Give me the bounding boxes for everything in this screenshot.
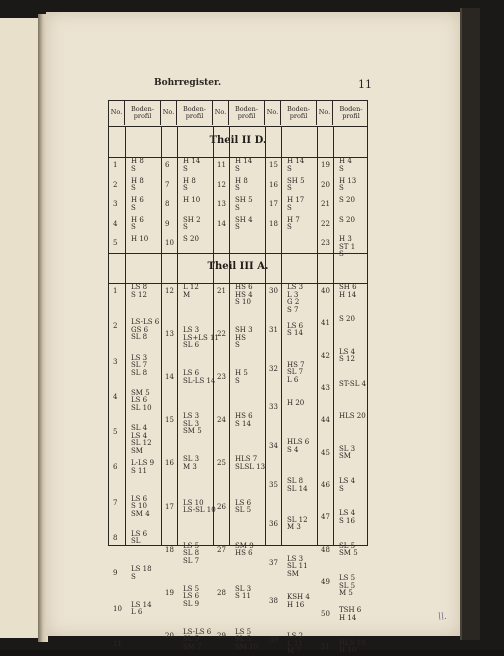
soil-profile: H 14 S	[183, 157, 201, 173]
soil-profile: LS 3 SL 7 SL 8	[131, 353, 148, 377]
boring-number: 21	[217, 287, 226, 295]
column-rule	[281, 127, 282, 545]
section-title: Theil III A.	[207, 261, 269, 272]
boring-number: 36	[269, 519, 278, 528]
soil-profile: LS 5 SL 8 SL 7	[183, 541, 200, 565]
boring-number: 16	[269, 180, 278, 189]
soil-profile: S 20	[339, 315, 355, 324]
header-profile: Boden- profil	[177, 101, 213, 125]
boring-number: 9	[113, 569, 118, 578]
soil-profile: H 20	[287, 399, 305, 408]
boring-number: 12	[165, 287, 174, 295]
column-rule	[333, 127, 334, 545]
boring-number: 16	[165, 459, 174, 468]
boring-number: 5	[113, 428, 118, 437]
boring-number: 51	[321, 642, 330, 651]
section-title: Theil II D.	[209, 135, 267, 146]
boring-number: 1	[113, 287, 118, 295]
header-profile: Boden- profil	[339, 104, 363, 120]
soil-profile: HLS 7 SLSL 13	[235, 455, 266, 471]
boring-number: 14	[217, 219, 226, 228]
soil-profile: LS-LS 6 SL 5 SM 7	[183, 627, 212, 651]
boring-number: 34	[269, 442, 278, 451]
soil-profile: H 14 S	[235, 157, 253, 173]
soil-profile: HS 7 SL 7 L 6	[287, 360, 305, 384]
bohrregister-table	[108, 100, 368, 656]
soil-profile: LS 5 LS 6 SL 9	[183, 584, 200, 608]
soil-profile: LS 6 SL-LS 14	[183, 369, 216, 385]
boring-number: 46	[321, 481, 330, 490]
boring-number: 11	[217, 161, 226, 169]
boring-number: 38	[269, 597, 278, 606]
page-number: 11	[358, 78, 372, 91]
boring-number: 18	[165, 545, 174, 554]
soil-profile: S 20	[339, 215, 355, 224]
boring-number: 17	[165, 502, 174, 511]
soil-profile: LS 6 SL	[131, 529, 148, 546]
soil-profile: LS 6 S 10 SM 4	[131, 494, 150, 518]
boring-number: 37	[269, 558, 278, 567]
column-rule	[161, 127, 162, 545]
boring-number: 23	[321, 239, 330, 247]
soil-profile: HS 6 S 14	[235, 412, 253, 428]
soil-profile: LS 5 SL 5 M 5	[339, 574, 356, 598]
boring-number: 3	[113, 200, 118, 208]
boring-number: 14	[165, 373, 174, 382]
boring-number: 10	[165, 239, 174, 247]
column-rule	[265, 127, 266, 545]
soil-profile: LS 3 SL 11 SM	[287, 554, 308, 578]
boring-number: 3	[113, 357, 118, 366]
header-no: No.	[265, 101, 281, 125]
soil-profile: SL 12 M 3	[287, 515, 308, 532]
boring-number: 7	[113, 498, 118, 507]
boring-number: 6	[113, 463, 118, 472]
soil-profile: H 4 S	[339, 157, 352, 173]
soil-profile: SL 3 SM	[339, 444, 356, 461]
boring-number: 39	[269, 636, 278, 645]
boring-number: 10	[113, 604, 122, 613]
soil-profile: H 6 S	[131, 196, 144, 212]
boring-number: 43	[321, 384, 330, 393]
soil-profile: LS 4 S 16	[339, 509, 356, 525]
soil-profile: SL 5 SM 5	[339, 541, 358, 558]
handwritten-mark: \\.	[438, 612, 447, 622]
soil-profile: H 13 S	[339, 176, 357, 192]
section-divider	[109, 253, 367, 254]
boring-number: 25	[217, 459, 226, 468]
boring-number: 28	[217, 588, 226, 597]
boring-number: 2	[113, 322, 118, 331]
soil-profile: LS 5 SL 5 SM 10	[235, 627, 259, 651]
soil-profile: HLS 10 H 10	[339, 638, 366, 655]
boring-number: 49	[321, 578, 330, 587]
boring-number: 47	[321, 513, 330, 522]
soil-profile: KSH 4 H 16	[287, 593, 310, 609]
soil-profile: H 3 ST 1 S	[339, 235, 356, 258]
boring-number: 13	[165, 330, 174, 339]
column-rule	[177, 127, 178, 545]
soil-profile: SH 5 S	[287, 176, 305, 192]
column-rule	[125, 127, 126, 545]
boring-number: 22	[217, 330, 226, 339]
boring-number: 11	[113, 639, 122, 648]
boring-number: 19	[165, 588, 174, 597]
soil-profile: LS 8 S 12	[131, 283, 148, 299]
soil-profile: HS 6 HS 4 S 10	[235, 283, 253, 306]
soil-profile: LS 4 S 12	[339, 347, 356, 364]
soil-profile: H 14 S	[287, 157, 305, 173]
soil-profile: L-LS 9 S 11	[131, 459, 155, 475]
soil-profile: LS 3 L 3 G 2 S 7	[287, 283, 304, 314]
soil-profile: S 20	[339, 196, 355, 204]
boring-number: 33	[269, 403, 278, 412]
boring-number: 41	[321, 319, 330, 328]
header-profile: Boden- profil	[281, 101, 317, 125]
soil-profile: H 10	[131, 235, 149, 243]
column-rule	[317, 127, 318, 545]
soil-profile: H 8 S	[131, 176, 144, 192]
soil-profile: LS 2 L 11 M 7	[287, 632, 304, 656]
boring-number: 35	[269, 481, 278, 490]
soil-profile: SM 5 LS 6 SL 10	[131, 388, 152, 412]
boring-number: 15	[165, 416, 174, 425]
soil-profile: SH 3 HS S	[235, 326, 253, 350]
soil-profile: H 17 S	[287, 196, 305, 212]
boring-number: 7	[165, 180, 170, 189]
soil-profile: LS 6 S 14	[287, 321, 304, 338]
soil-profile: LS 4 S	[339, 477, 356, 493]
soil-profile: HLS 20	[339, 412, 366, 421]
soil-profile: H 7 S	[287, 215, 300, 231]
boring-number: 2	[113, 180, 118, 189]
soil-profile: H 6 S	[131, 215, 144, 231]
boring-number: 22	[321, 219, 330, 228]
boring-number: 21	[321, 200, 330, 208]
soil-profile: ST-SL 4	[339, 380, 367, 389]
boring-number: 20	[165, 631, 174, 640]
soil-profile: HLS 6 S 4	[287, 438, 310, 454]
soil-profile: L 12 M	[183, 283, 199, 299]
soil-profile: SH 5 S	[235, 196, 253, 212]
soil-profile: LS 3 LS+LS 11 SL 6	[183, 326, 219, 350]
boring-number: 13	[217, 200, 226, 208]
boring-number: 26	[217, 502, 226, 511]
boring-number: 1	[113, 161, 118, 169]
soil-profile: S 20	[183, 235, 199, 243]
header-profile: Boden- profil	[125, 101, 161, 125]
soil-profile: SH 2 S	[183, 215, 201, 231]
boring-number: 4	[113, 392, 118, 401]
boring-number: 48	[321, 545, 330, 554]
boring-number: 4	[113, 219, 118, 228]
boring-number: 5	[113, 239, 118, 247]
header-profile: Boden- profil	[229, 101, 265, 125]
boring-number: 20	[321, 180, 330, 189]
header-no: No.	[317, 101, 333, 125]
boring-number: 17	[269, 200, 278, 208]
soil-profile: H 10	[183, 196, 201, 204]
soil-profile: LS 18 S	[131, 565, 152, 581]
boring-number: 30	[269, 287, 278, 295]
soil-profile: SL 8 SL 14	[287, 477, 308, 493]
soil-profile: SM 9 HS 6	[235, 541, 254, 558]
soil-profile: SH 4 S	[235, 215, 253, 231]
soil-profile: LS 3 SL 3 SM 5	[183, 412, 202, 436]
soil-profile: LS 6 SL 5	[235, 498, 252, 515]
boring-number: 18	[269, 219, 278, 228]
boring-number: 12	[217, 180, 226, 189]
header-no: No.	[213, 101, 229, 125]
soil-profile: H 8 S	[235, 176, 248, 192]
column-rule	[229, 127, 230, 545]
boring-number: 8	[165, 200, 170, 208]
boring-number: 9	[165, 219, 170, 228]
soil-profile: SL 4 LS 4 SL 12 SM	[131, 424, 152, 455]
boring-number: 8	[113, 533, 118, 542]
header-no: No.	[161, 101, 177, 125]
header-no: No.	[109, 101, 125, 125]
boring-number: 23	[217, 373, 226, 382]
boring-number: 15	[269, 161, 278, 169]
page-title: Bohrregister.	[154, 78, 222, 88]
boring-number: 31	[269, 325, 278, 334]
soil-profile: LS-LS 6 GS 6 SL 8	[131, 318, 160, 342]
boring-number: 27	[217, 545, 226, 554]
left-page-edge	[0, 18, 41, 638]
boring-number: 29	[217, 631, 226, 640]
boring-number: 42	[321, 351, 330, 360]
boring-number: 32	[269, 364, 278, 373]
soil-profile: TSH 6 H 14	[339, 606, 362, 622]
boring-number: 45	[321, 448, 330, 457]
soil-profile: H 8 S	[183, 176, 196, 192]
boring-number: 44	[321, 416, 330, 425]
right-edge	[460, 8, 480, 640]
soil-profile: LS 14 L 6	[131, 600, 152, 617]
soil-profile: SH 6 H 14	[339, 283, 357, 299]
soil-profile: LS 10 LS-SL 10	[183, 498, 216, 515]
boring-number: 40	[321, 287, 330, 295]
boring-number: 19	[321, 161, 330, 169]
soil-profile: SL 3 M 3	[183, 455, 200, 471]
boring-number: 6	[165, 161, 170, 169]
soil-profile: H 8 S	[131, 157, 144, 173]
soil-profile: H 5 S	[235, 369, 248, 385]
soil-profile: SL 3 S 11	[235, 584, 252, 601]
table-header	[109, 101, 367, 127]
boring-number: 24	[217, 416, 226, 425]
boring-number: 50	[321, 610, 330, 619]
